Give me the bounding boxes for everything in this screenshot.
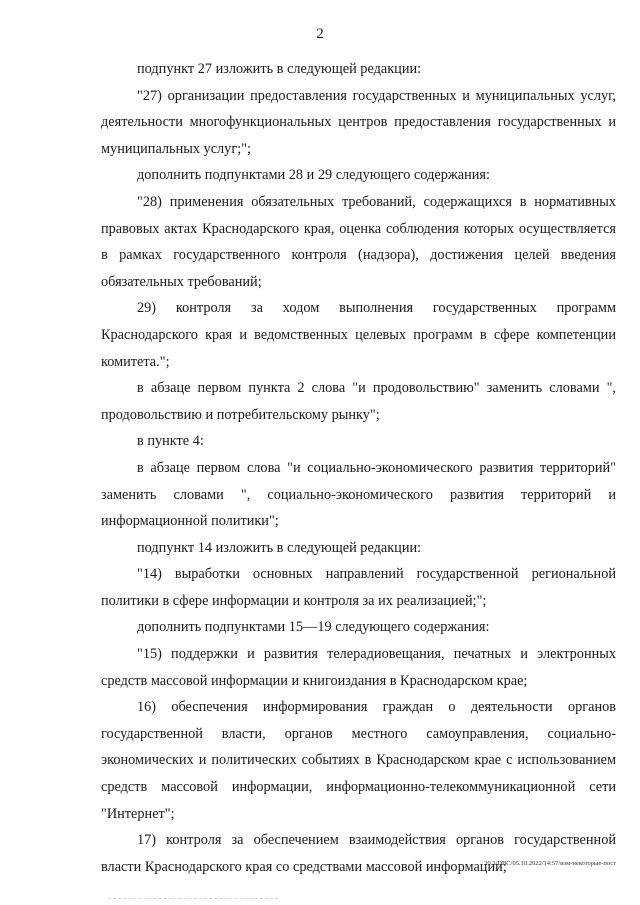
paragraph: дополнить подпунктами 28 и 29 следующего содержания: bbox=[137, 167, 490, 184]
document-body bbox=[101, 56, 616, 880]
paragraph: дополнить подпунктами 15—19 следующего содержания: bbox=[137, 619, 490, 636]
page-number: 2 bbox=[316, 26, 324, 42]
paragraph: подпункт 14 изложить в следующей редакции: bbox=[137, 539, 422, 556]
scan-artifact bbox=[108, 898, 278, 903]
footer-code: 20.3/DBC/05.10.2022/14:57/изм-некоторые-пост bbox=[484, 860, 616, 867]
paragraph: "28) применения обязательных требований, содержащихся в нормативных правовых актах Краснодарского края, оценка соблюдения которых осуществляется в рамках государственного контроля (надзора), достижения целей введения обязательных требований; bbox=[101, 193, 616, 290]
paragraph: 29) контроля за ходом выполнения государственных программ Краснодарского края и ведомственных целевых программ в сфере компетенции комитета."; bbox=[101, 300, 616, 370]
paragraph: 17) контроля за обеспечением взаимодействия органов государственной власти Краснодарского края со средствами массовой информации; bbox=[101, 832, 616, 875]
paragraph: 16) обеспечения информирования граждан о деятельности органов государственной власти, органов местного самоуправления, социально-экономических и политических событиях в Краснодарском крае с использованием средств массовой информации, информационно-телекоммуникационной сети "Интернет"; bbox=[101, 699, 616, 822]
paragraph: в абзаце первом пункта 2 слова "и продовольствию" заменить словами ", продовольствию и потребительскому рынку"; bbox=[101, 380, 616, 423]
paragraph: подпункт 27 изложить в следующей редакции: bbox=[137, 61, 422, 77]
paragraph: в пункте 4: bbox=[137, 433, 204, 450]
paragraph: "27) организации предоставления государственных и муниципальных услуг, деятельности многофункциональных центров предоставления государственных и муниципальных услуг;"; bbox=[101, 87, 616, 157]
paragraph: в абзаце первом слова "и социально-экономического развития территорий" заменить словами ", социально-экономического развития территорий и информационной политики"; bbox=[101, 459, 616, 530]
paragraph: "15) поддержки и развития телерадиовещания, печатных и электронных средств массовой информации и книгоиздания в Краснодарском крае; bbox=[101, 646, 616, 689]
paragraph: "14) выработки основных направлений государственной региональной политики в сфере информации и контроля за их реализацией;"; bbox=[101, 566, 616, 609]
